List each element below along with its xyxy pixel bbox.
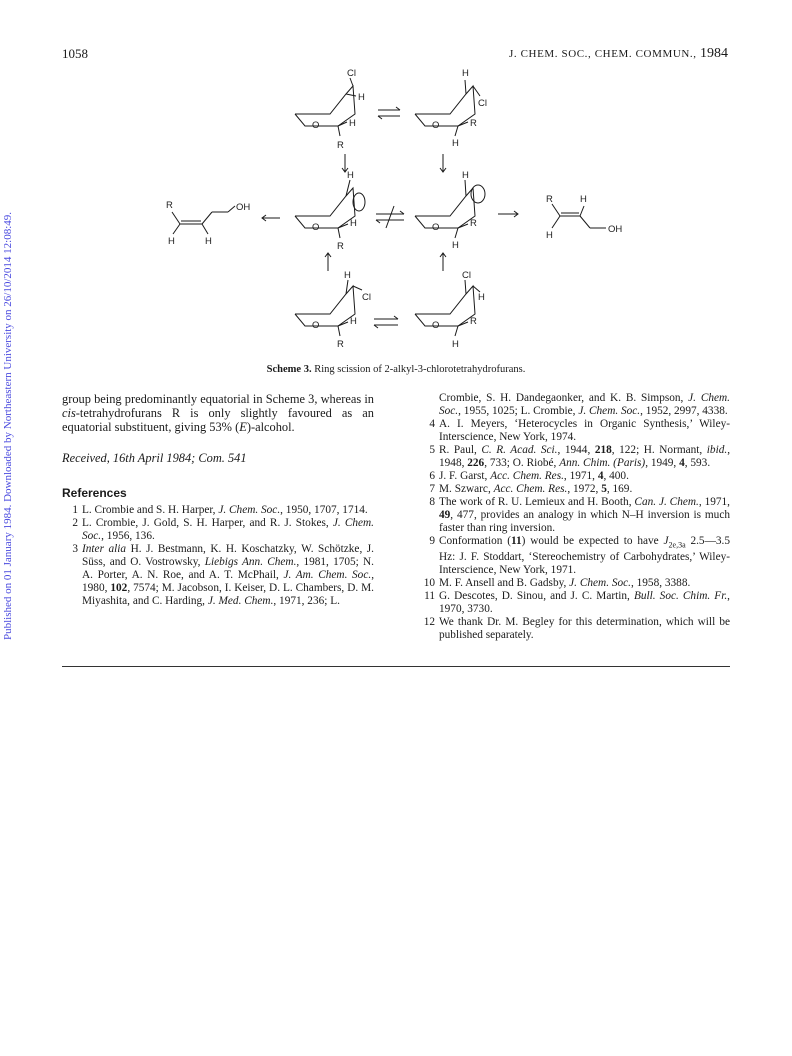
reference-text: J. Chem. Soc. (578, 405, 641, 417)
reference-text: Inter alia (82, 543, 127, 555)
reference-text: J. Chem. Soc. (82, 517, 375, 542)
body-paragraph (62, 392, 374, 434)
reference-item (419, 590, 730, 616)
reference-text: , 1952, 2997, 4338. (640, 405, 728, 417)
references-heading: References (62, 486, 127, 500)
scheme-label-r: R (166, 200, 173, 211)
reference-text: , 169. (606, 483, 633, 495)
scheme-label-h: H (358, 92, 365, 103)
scheme-label-r: R (546, 194, 553, 205)
scheme-caption (0, 364, 792, 375)
reference-text: J. Chem. Soc. (439, 392, 730, 417)
reference-text: 4 (597, 470, 604, 482)
reference-body (439, 535, 730, 577)
reference-number: 1 (72, 504, 78, 516)
reference-text: , 1971, (563, 470, 598, 482)
reference-text: , 7574; M. Jacobson, I. Keiser, D. L. Chambers, D. M. Miyashita, and C. Harding, (82, 582, 374, 607)
download-watermark: Published on 01 January 1984. Downloaded by Northeastern University on 26/10/2014 12:08:49. (2, 211, 14, 640)
reference-text: J. Chem. Soc. (218, 504, 281, 516)
reference-number: 4 (429, 418, 435, 430)
scheme-label-r: R (337, 140, 344, 151)
reference-number: 6 (429, 470, 435, 482)
page-number: 1058 (62, 46, 88, 61)
reference-body (439, 496, 730, 535)
reference-item (62, 504, 374, 517)
reference-text: We thank Dr. M. Begley for this determination, which will be published separately. (439, 616, 730, 642)
reaction-scheme (150, 66, 650, 356)
reference-item (419, 470, 730, 483)
scheme-label-h: H (462, 170, 469, 181)
reference-number: 3 (72, 543, 78, 555)
reference-number: 10 (423, 577, 435, 590)
reference-number: 8 (429, 496, 435, 508)
reference-text: , 1956, 136. (101, 530, 155, 542)
reference-body (82, 543, 374, 608)
reference-text: , 1949, (645, 457, 680, 469)
reference-body (439, 470, 730, 483)
scheme-label-oh: OH (236, 202, 251, 213)
reference-text: , 1958, 3388. (630, 577, 691, 590)
reference-text: ibid. (706, 444, 728, 456)
reference-number: 11 (424, 590, 435, 603)
reference-text: L. Crombie and S. H. Harper, (82, 504, 219, 516)
reference-text: J. Chem. Soc. (569, 577, 631, 590)
reference-body (82, 504, 374, 517)
reference-text: Acc. Chem. Res. (490, 470, 564, 482)
reference-text: J. Med. Chem. (207, 595, 274, 607)
reference-item (419, 535, 730, 577)
scheme-label-h: H (350, 218, 357, 229)
reference-text: , 1971, (698, 496, 730, 508)
reference-text: , 1970, 3730. (439, 590, 730, 616)
scheme-label-h: H (452, 138, 459, 149)
scheme-label-h: H (347, 170, 354, 181)
reference-text: , 593. (684, 457, 711, 469)
received-date: Received, 16th April 1984; Com. 541 (62, 451, 247, 465)
scheme-label-h: H (168, 236, 175, 247)
scheme-label-o: O (432, 120, 440, 131)
reference-item (419, 577, 730, 590)
scheme-label-h: H (462, 68, 469, 79)
reference-text: G. Descotes, D. Sinou, and J. C. Martin, (439, 590, 634, 603)
reference-text: 5 (601, 483, 607, 495)
scheme-label-h: H (580, 194, 587, 205)
scheme-label-h: H (478, 292, 485, 303)
reference-text: ) would be expected to have (521, 535, 664, 547)
scheme-label-o: O (312, 320, 320, 331)
reference-text: , 1955, 1025; L. Crombie, (458, 405, 579, 417)
reference-text: , 1972, (567, 483, 602, 495)
scheme-label-h: H (546, 230, 553, 241)
reference-item (62, 517, 374, 543)
reference-text: Crombie, S. H. Dandegaonker, and K. B. Simpson, (439, 392, 689, 404)
reference-text: , 122; H. Normant, (611, 444, 707, 456)
reference-text: R. Paul, (439, 444, 482, 456)
scheme-label-r: R (470, 218, 477, 229)
scheme-label-o: O (432, 320, 440, 331)
scheme-label-oh: OH (608, 224, 623, 235)
reference-number: 7 (429, 483, 435, 495)
reference-number: 12 (423, 616, 435, 629)
reference-item (419, 483, 730, 496)
reference-item (62, 543, 374, 608)
reference-body (439, 590, 730, 616)
reference-item (419, 616, 730, 642)
reference-text: C. R. Acad. Sci. (481, 444, 558, 456)
reference-body (439, 577, 730, 590)
reference-item (419, 444, 730, 470)
reference-text: Conformation ( (439, 535, 511, 547)
paragraph-italic: E (239, 420, 247, 434)
scheme-label-cl: Cl (462, 270, 471, 281)
reference-number: 9 (429, 535, 435, 547)
reference-text: Can. J. Chem. (634, 496, 699, 508)
reference-body (439, 483, 730, 496)
running-head (509, 46, 728, 62)
scheme-label-h: H (349, 118, 356, 129)
reference-text: , 733; O. Riobé, (484, 457, 560, 469)
reference-text: H. J. Bestmann, K. H. Koschatzky, W. Schötzke, J. Süss, and O. Vostrowsky, (82, 543, 375, 568)
paragraph-text: )-alcohol. (246, 420, 295, 434)
scheme-label-o: O (312, 222, 320, 233)
reference-text: Acc. Chem. Res. (493, 483, 568, 495)
reference-text: 2.5—3.5 Hz: J. F. Stoddart, ‘Stereochemistry of Carbohydrates,’ Wiley-Interscience, New York, 1971. (439, 535, 730, 577)
reference-text: J. Am. Chem. Soc. (283, 569, 372, 581)
references-list-right (419, 418, 730, 642)
scheme-label-r: R (470, 118, 477, 129)
scheme-label-h: H (350, 316, 357, 327)
reference-text: 2e,3a (668, 540, 686, 550)
reference-number: 2 (72, 517, 78, 529)
paragraph-italic: cis (62, 406, 76, 420)
reference-text: , 1971, 236; L. (273, 595, 340, 607)
reference-text: , 1981, 1705; N. A. Porter, A. N. Roe, and A. T. McPhail, (82, 556, 374, 581)
reference-item (419, 418, 730, 444)
reference-text: , 400. (603, 470, 629, 482)
reference-body (439, 392, 730, 418)
reference-text: , 1948, (439, 444, 731, 469)
reference-text: , 1980, (82, 569, 375, 594)
scheme-caption-label: Scheme 3. (266, 364, 312, 375)
paragraph-text: -tetrahydrofurans R is only slightly favoured as an equatorial substituent, giving 53% ( (62, 406, 374, 434)
reference-text: Bull. Soc. Chim. Fr. (633, 590, 728, 603)
reference-text: 226 (467, 457, 485, 469)
scheme-label-o: O (312, 120, 320, 131)
scheme-label-r: R (470, 316, 477, 327)
reference-text: Liebigs Ann. Chem. (204, 556, 297, 568)
reference-body (439, 418, 730, 444)
reference-body (439, 616, 730, 642)
scheme-label-h: H (452, 240, 459, 251)
reference-text: 49 (439, 509, 451, 521)
reference-text: The work of R. U. Lemieux and H. Booth, (439, 496, 635, 508)
references-list-left (62, 504, 374, 608)
right-column (419, 392, 730, 642)
reference-text: Ann. Chim. (Paris) (559, 457, 646, 469)
scheme-label-r: R (337, 241, 344, 252)
reference-text: 4 (679, 457, 685, 469)
reference-text: 218 (594, 444, 612, 456)
bottom-rule (62, 666, 730, 667)
left-column (62, 392, 374, 608)
journal-name: J. CHEM. SOC., CHEM. COMMUN., (509, 48, 697, 60)
scheme-caption-text: Ring scission of 2-alkyl-3-chlorotetrahydrofurans. (311, 364, 526, 375)
reference-item (419, 496, 730, 535)
scheme-label-cl: Cl (347, 68, 356, 79)
scheme-label-cl: Cl (362, 292, 371, 303)
reference-continuation (419, 392, 730, 418)
scheme-label-cl: Cl (478, 98, 487, 109)
reference-text: J (663, 535, 669, 547)
scheme-label-h: H (344, 270, 351, 281)
reference-text: J. F. Garst, (439, 470, 491, 482)
reference-text: 102 (110, 582, 128, 594)
reference-number: 5 (429, 444, 435, 456)
paragraph-text: group being predominantly equatorial in Scheme 3, whereas in (62, 392, 374, 406)
scheme-label-h: H (452, 339, 459, 350)
reference-body (439, 444, 730, 470)
journal-year: 1984 (700, 46, 728, 61)
reference-body (82, 517, 374, 543)
reference-text: M. Szwarc, (439, 483, 494, 495)
reference-text: A. I. Meyers, ‘Heterocycles in Organic Synthesis,’ Wiley-Interscience, New York, 1974. (439, 418, 730, 443)
reference-text: , 477, provides an analogy in which N–H inversion is much faster than ring inversion. (439, 509, 730, 534)
reference-text: 11 (510, 535, 522, 547)
scheme-label-r: R (337, 339, 344, 350)
reference-text: , 1950, 1707, 1714. (280, 504, 368, 516)
reference-text: M. F. Ansell and B. Gadsby, (439, 577, 570, 590)
reference-text: L. Crombie, J. Gold, S. H. Harper, and R. J. Stokes, (82, 517, 333, 529)
reference-text: , 1944, (557, 444, 595, 456)
scheme-label-h: H (205, 236, 212, 247)
scheme-label-o: O (432, 222, 440, 233)
